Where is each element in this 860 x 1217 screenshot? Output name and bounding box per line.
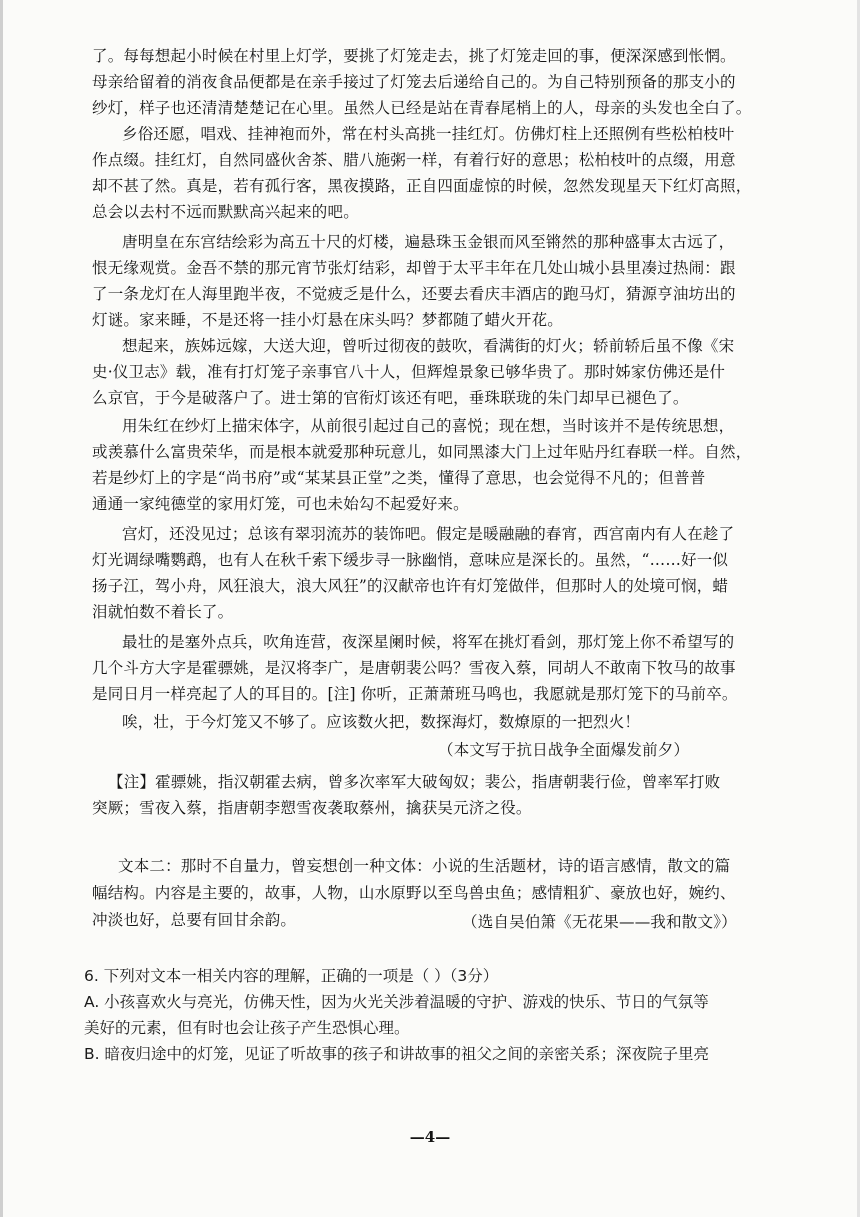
text-line: 史·仪卫志》载，准有打灯笼子亲事官八十人，但辉煌景象已够华贵了。那时姊家仿佛还是什 <box>92 363 726 381</box>
date-note: （本文写于抗日战争全面爆发前夕） <box>438 741 690 759</box>
text-line: 了。每每想起小时候在村里上灯学，要挑了灯笼走去，挑了灯笼走回的事，便深深感到怅惘。 <box>92 47 736 65</box>
text-line: 扬子江，驾小舟，风狂浪大，浪大风狂”的汉献帝也许有灯笼做伴，但那时人的处境可悯，蜡 <box>92 577 729 595</box>
text-line: 却不甚了然。真是，若有孤行客，黑夜摸路，正自四面虚惊的时候，忽然发现星天下红灯高照， <box>92 177 752 195</box>
question-stem: 6. 下列对文本一相关内容的理解，正确的一项是（ ）（3分） <box>84 967 499 985</box>
text-line: 灯光调绿嘴鹦鹉，也有人在秋千索下缓步寻一脉幽悄，意味应是深长的。虽然，“……好一似 <box>92 551 729 569</box>
text-line: 了一条龙灯在人海里跑半夜，不觉疲乏是什么，还要去看庆丰酒店的跑马灯，猜源亨油坊出的 <box>92 285 736 303</box>
text-line: 最壮的是塞外点兵，吹角连营，夜深星阑时候，将军在挑灯看剑，那灯笼上你不希望写的 <box>122 633 735 651</box>
text-line: 么京官，于今是破落户了。进士第的官衔灯该还有吧，垂珠联珑的朱门却早已褪色了。 <box>92 389 689 407</box>
option-a-continued: 美好的元素，但有时也会让孩子产生恐惧心理。 <box>84 1019 410 1037</box>
text2-line: 冲淡也好，总要有回甘余韵。 <box>92 911 297 929</box>
option-b: B. 暗夜归途中的灯笼，见证了听故事的孩子和讲故事的祖父之间的亲密关系；深夜院子里亮 <box>84 1045 709 1063</box>
text-line: 乡俗还愿，唱戏、挂神袍而外，常在村头高挑一挂红灯。仿佛灯柱上还照例有些松柏枝叶 <box>122 125 735 143</box>
text-line: 通通一家纯德堂的家用灯笼，可也未始勾不起爱好来。 <box>92 495 469 513</box>
note-line: 突厥；雪夜入蔡，指唐朝李愬雪夜袭取蔡州，擒获吴元济之役。 <box>92 799 532 817</box>
text-line: 是同日月一样亮起了人的耳目的。[注] 你听，正萧萧班马鸣也，我愿就是那灯笼下的马前卒。 <box>92 685 738 703</box>
scan-edge-left <box>0 0 3 1217</box>
text2-source: （选自吴伯箫《无花果——我和散文》） <box>462 913 737 931</box>
option-a: A. 小孩喜欢火与亮光，仿佛天性，因为火光关涉着温暖的守护、游戏的快乐、节日的气氛等 <box>84 993 709 1011</box>
page-number: —4— <box>409 1128 451 1146</box>
text-line: 总会以去村不远而默默高兴起来的吧。 <box>92 203 359 221</box>
text2-line: 文本二：那时不自量力，曾妄想创一种文体：小说的生活题材，诗的语言感情，散文的篇 <box>118 857 731 875</box>
text-line: 灯谜。家来睡，不是还将一挂小灯悬在床头吗？梦都随了蜡火开花。 <box>92 311 564 329</box>
text-line: 泪就怕数不着长了。 <box>92 603 234 621</box>
text-line: 宫灯，还没见过；总该有翠羽流苏的装饰吧。假定是暖融融的春宵，西宫南内有人在趁了 <box>122 525 735 543</box>
text-line: 想起来，族姊远嫁，大送大迎，曾听过彻夜的鼓吹，看满街的灯火；轿前轿后虽不像《宋 <box>122 337 735 355</box>
text-line: 唐明皇在东宫结绘彩为高五十尺的灯楼，遍悬珠玉金银而风至锵然的那种盛事太古远了， <box>122 233 735 251</box>
text-line: 纱灯，样子也还清清楚楚记在心里。虽然人已经是站在青春尾梢上的人，母亲的头发也全白了。 <box>92 99 752 117</box>
text-line: 几个斗方大字是霍骠姚，是汉将李广，是唐朝裴公吗？雪夜入蔡，同胡人不敢南下牧马的故事 <box>92 659 736 677</box>
note-line: 【注】霍骠姚，指汉朝霍去病，曾多次率军大破匈奴；裴公，指唐朝裴行俭，曾率军打败 <box>108 773 721 791</box>
text-line: 作点缀。挂红灯，自然同盛伙舍茶、腊八施粥一样，有着行好的意思；松柏枝叶的点缀，用意 <box>92 151 736 169</box>
text2-line: 幅结构。内容是主要的，故事，人物，山水原野以至鸟兽虫鱼；感情粗犷、豪放也好，婉约、 <box>92 884 736 902</box>
text-line: 用朱红在纱灯上描宋体字，从前很引起过自己的喜悦；现在想，当时该并不是传统思想， <box>122 417 735 435</box>
text-line: 母亲给留着的消夜食品便都是在亲手接过了灯笼去后递给自己的。为自己特别预备的那支小的 <box>92 73 736 91</box>
text-line: 唉，壮，于今灯笼又不够了。应该数火把，数探海灯，数燎原的一把烈火！ <box>122 713 641 731</box>
text-line: 若是纱灯上的字是“尚书府”或“某某县正堂”之类，懂得了意思，也会觉得不凡的；但普普 <box>92 469 706 487</box>
text-line: 恨无缘观赏。金吾不禁的那元宵节张灯结彩，却曾于太平丰年在几处山城小县里凑过热闹：跟 <box>92 259 736 277</box>
text-line: 或羡慕什么富贵荣华，而是根本就爱那种玩意儿，如同黑漆大门上过年贴丹红春联一样。自然， <box>92 443 752 461</box>
